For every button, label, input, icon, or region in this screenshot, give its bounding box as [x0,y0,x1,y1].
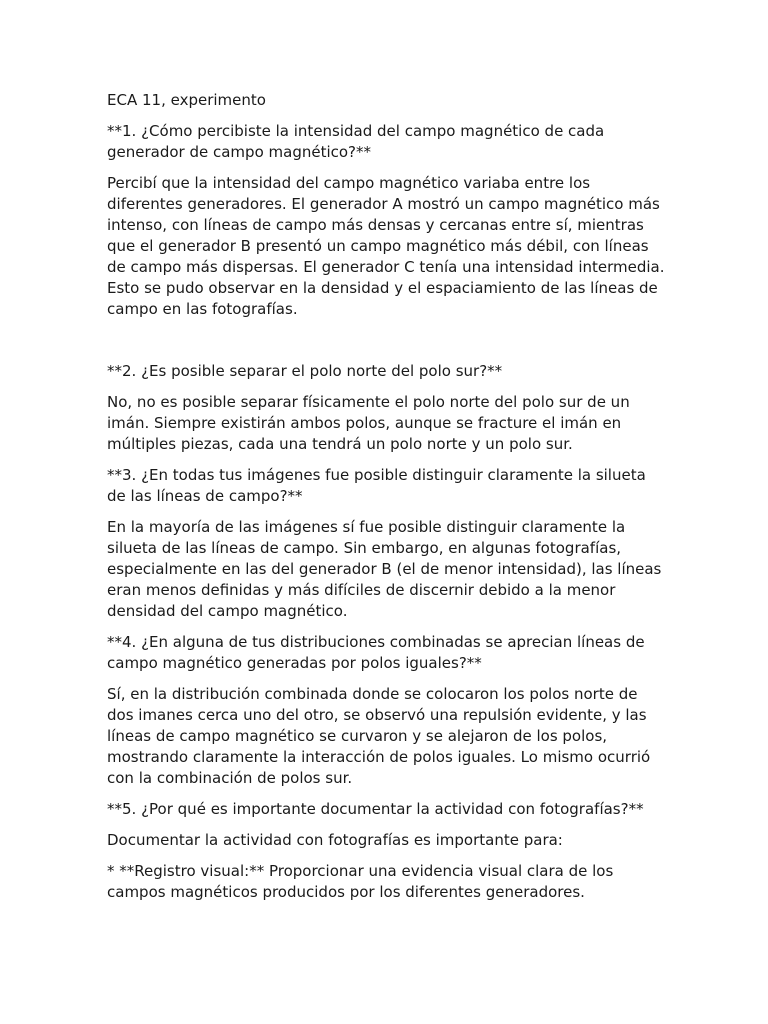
question-4: **4. ¿En alguna de tus distribuciones combinadas se aprecian líneas de campo magnético generadas por polos iguales?** [107,633,645,672]
answer-3: En la mayoría de las imágenes sí fue posible distinguir claramente la silueta de las líneas de campo. Sin embargo, en algunas fotografías, especialmente en las del generador B (el de menor intensidad), las líneas eran menos definidas y más difíciles de discernir debido a la menor densidad del campo magnético. [107,518,662,620]
document-title: ECA 11, experimento [107,91,266,109]
answer-5-bullet-1: * **Registro visual:** Proporcionar una evidencia visual clara de los campos magnéticos producidos por los diferentes generadores. [107,862,614,901]
answer-2: No, no es posible separar físicamente el polo norte del polo sur de un imán. Siempre existirán ambos polos, aunque se fracture el imán en múltiples piezas, cada una tendrá un polo norte y un polo sur. [107,393,630,453]
answer-1: Percibí que la intensidad del campo magnético variaba entre los diferentes generadores. El generador A mostró un campo magnético más intenso, con líneas de campo más densas y cercanas entre sí, mientras que el generador B presentó un campo magnético más débil, con líneas de campo más dispersas. El generador C tenía una intensidad intermedia. Esto se pudo observar en la densidad y el espaciamiento de las líneas de campo en las fotografías. [107,174,665,318]
answer-4: Sí, en la distribución combinada donde se colocaron los polos norte de dos imanes cerca uno del otro, se observó una repulsión evidente, y las líneas de campo magnético se curvaron y se alejaron de los polos, mostrando claramente la interacción de polos iguales. Lo mismo ocurrió con la combinación de polos sur. [107,685,651,787]
document-body [107,90,667,913]
question-3: **3. ¿En todas tus imágenes fue posible distinguir claramente la silueta de las líneas de campo?** [107,466,646,505]
question-2: **2. ¿Es posible separar el polo norte del polo sur?** [107,362,503,380]
question-5: **5. ¿Por qué es importante documentar la actividad con fotografías?** [107,800,644,818]
question-1: **1. ¿Cómo percibiste la intensidad del campo magnético de cada generador de campo magnético?** [107,122,605,161]
answer-5-intro: Documentar la actividad con fotografías es importante para: [107,831,563,849]
